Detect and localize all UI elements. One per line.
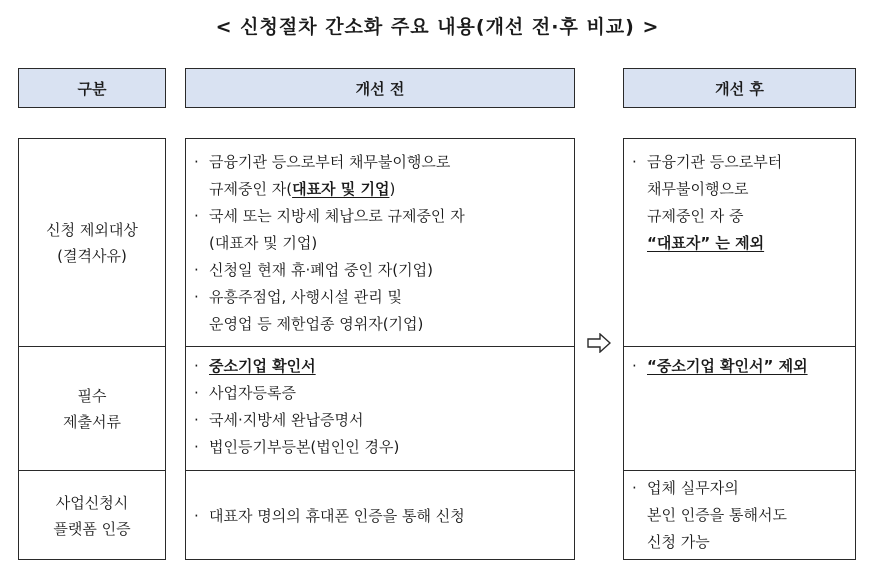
- list-item: · 금융기관 등으로부터 채무불이행으로: [194, 149, 566, 176]
- item-text: 신청 가능: [647, 533, 710, 551]
- item-text: 중소기업 확인서: [209, 357, 316, 375]
- header-before: [185, 68, 575, 108]
- category-text: 제출서류: [63, 412, 121, 431]
- before-documents: [186, 346, 574, 470]
- header-after-label: 개선 후: [715, 79, 764, 98]
- item-text: 업체 실무자의: [647, 479, 739, 497]
- item-text: 채무불이행으로: [647, 180, 749, 198]
- category-text: 사업신청시: [55, 494, 129, 512]
- item-text: 대표자 명의의 휴대폰 인증을 통해 신청: [209, 506, 465, 525]
- after-documents: [624, 346, 855, 470]
- item-text: 금융기관 등으로부터: [647, 153, 783, 171]
- category-documents: [19, 346, 165, 470]
- list-item: · 유흥주점업, 사행시설 관리 및: [194, 284, 566, 311]
- emphasis-text: “대표자” 는 제외: [647, 234, 765, 252]
- list-item: [194, 230, 566, 257]
- list-item: 규제중인 자(대표자 및 기업): [209, 180, 396, 198]
- category-auth: [19, 470, 165, 561]
- after-exclusion: [624, 139, 855, 346]
- item-text: 법인등기부등본(법인인 경우): [209, 438, 400, 456]
- after-auth: [624, 470, 855, 561]
- category-exclusion: [19, 139, 165, 346]
- list-item: [632, 529, 847, 556]
- item-text: (대표자 및 기업): [209, 234, 318, 252]
- before-table: [185, 138, 575, 560]
- emphasis-text: 대표자 및 기업: [292, 180, 390, 198]
- header-before-label: 개선 전: [355, 79, 405, 98]
- header-after: [623, 68, 856, 108]
- before-exclusion: [186, 139, 574, 346]
- item-text: 국세 또는 지방세 체납으로 규제중인 자: [209, 207, 465, 225]
- list-item: · 법인등기부등본(법인인 경우): [194, 434, 566, 461]
- list-item: · “중소기업 확인서” 제외: [632, 353, 847, 380]
- item-text: 사업자등록증: [209, 384, 296, 402]
- list-item: · 사업자등록증: [194, 380, 566, 407]
- after-table: [623, 138, 856, 560]
- list-item: [632, 502, 847, 529]
- list-item: · 국세 또는 지방세 체납으로 규제중인 자: [194, 203, 566, 230]
- list-item: [632, 230, 847, 257]
- item-text: 국세·지방세 완납증명서: [209, 411, 364, 429]
- list-item: · 대표자 명의의 휴대폰 인증을 통해 신청: [194, 503, 566, 530]
- list-item: · 금융기관 등으로부터: [632, 149, 847, 176]
- item-text: 규제중인 자 중: [647, 207, 744, 225]
- item-text: 금융기관 등으로부터 채무불이행으로: [209, 153, 451, 171]
- list-item: [194, 311, 566, 338]
- list-item: · 업체 실무자의: [632, 475, 847, 502]
- list-item: [632, 176, 847, 203]
- category-text: (결격사유): [57, 246, 127, 265]
- item-text: 운영업 등 제한업종 영위자(기업): [209, 315, 424, 333]
- page-title: < 신청절차 간소화 주요 내용(개선 전·후 비교) >: [215, 16, 660, 38]
- header-category-label: 구분: [77, 79, 107, 98]
- list-item: · 신청일 현재 휴·폐업 중인 자(기업): [194, 257, 566, 284]
- list-item: · 중소기업 확인서: [194, 353, 566, 380]
- list-item: · 국세·지방세 완납증명서: [194, 407, 566, 434]
- arrow-right-icon: [587, 333, 611, 353]
- category-text: 플랫폼 인증: [53, 520, 131, 538]
- list-item: [632, 203, 847, 230]
- category-table: [18, 138, 166, 560]
- emphasis-text: “중소기업 확인서” 제외: [647, 357, 808, 375]
- category-text: 필수: [77, 386, 107, 405]
- category-text: 신청 제외대상: [46, 220, 138, 239]
- header-category: [18, 68, 166, 108]
- before-auth: [186, 470, 574, 561]
- item-text: 유흥주점업, 사행시설 관리 및: [209, 288, 402, 306]
- item-text: 신청일 현재 휴·폐업 중인 자(기업): [209, 261, 433, 279]
- item-text: 본인 인증을 통해서도: [647, 506, 787, 524]
